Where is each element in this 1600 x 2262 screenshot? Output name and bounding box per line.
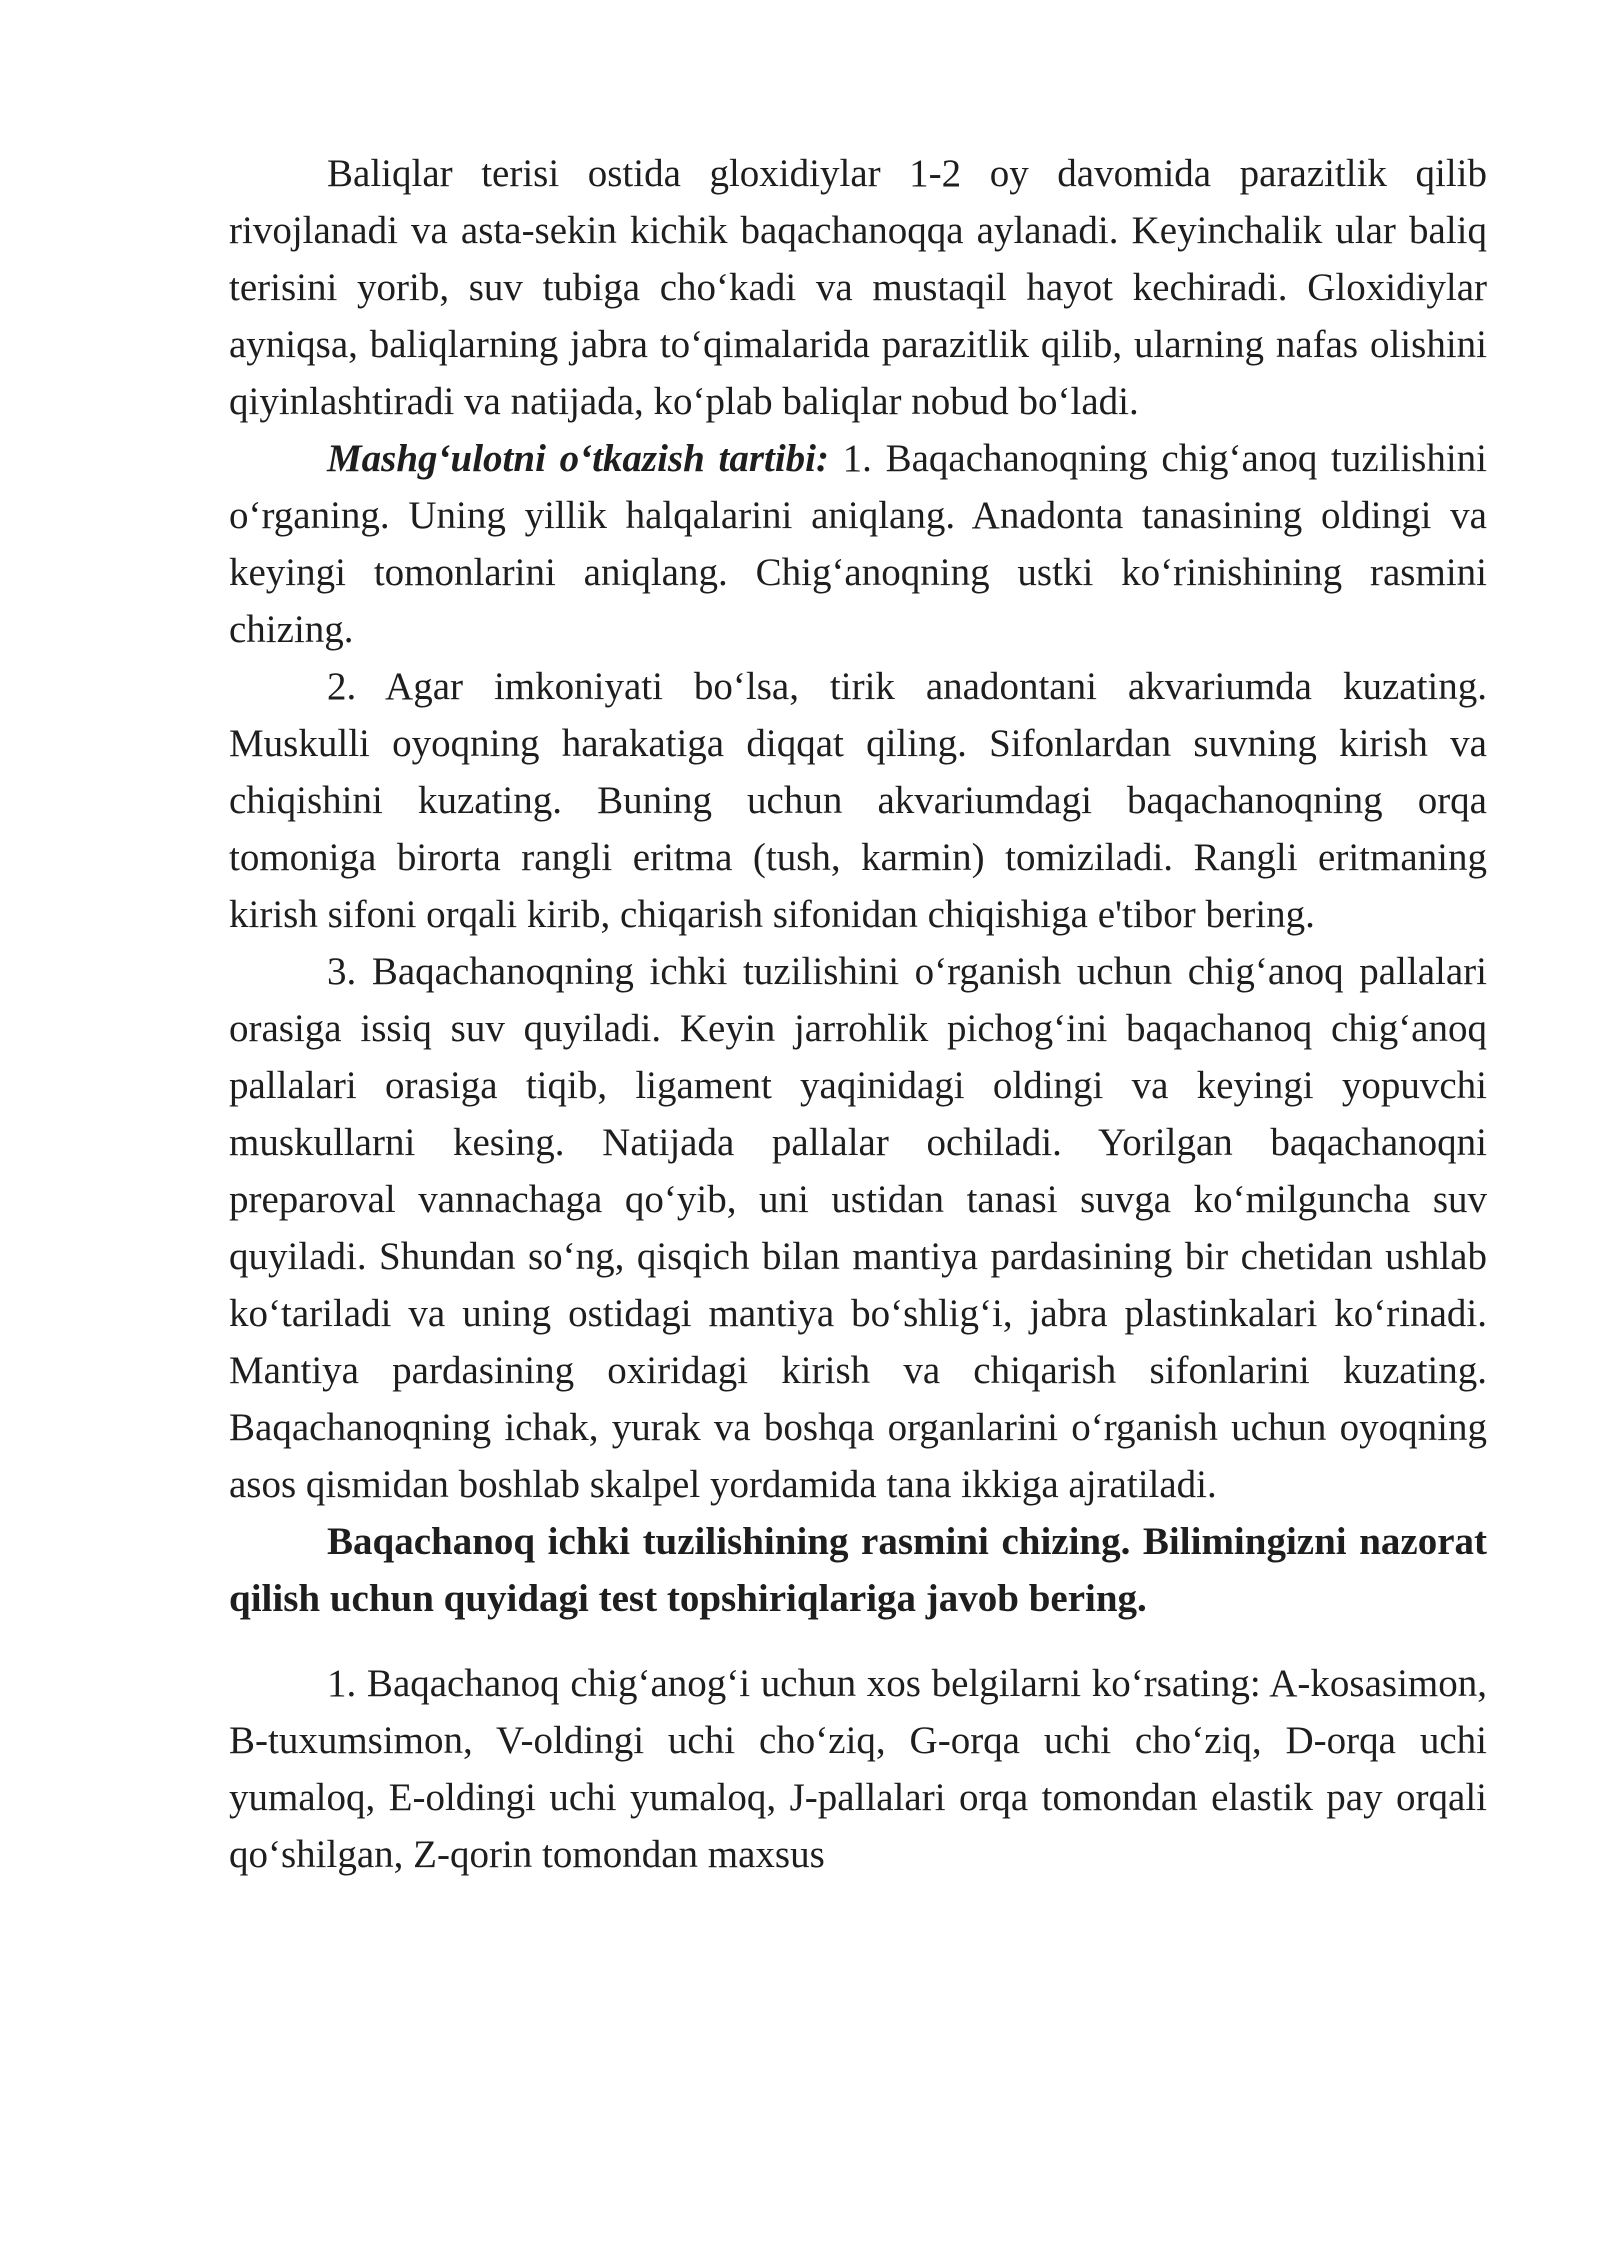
document-page <box>229 145 1487 1883</box>
paragraph-procedure-step-2: 2. Agar imkoniyati bo‘lsa, tirik anadontani akvariumda kuzating. Muskulli oyoqning harakatiga diqqat qiling. Sifonlardan suvning kirish va chiqishini kuzating. Buning uchun akvariumdagi baqachanoqning orqa tomoniga birorta rangli eritma (tush, karmin) tomiziladi. Rangli eritmaning kirish sifoni orqali kirib, chiqarish sifonidan chiqishiga e'tibor bering. <box>229 665 1487 936</box>
paragraph-procedure-step-3: 3. Baqachanoqning ichki tuzilishini o‘rganish uchun chig‘anoq pallalari orasiga issiq suv quyiladi. Keyin jarrohlik pichog‘ini baqachanoq chig‘anoq pallalari orasiga tiqib, ligament yaqinidagi oldingi va keyingi yopuvchi muskullarni kesing. Natijada pallalar ochiladi. Yorilgan baqachanoqni preparoval vannachaga qo‘yib, uni ustidan tanasi suvga ko‘milguncha suv quyiladi. Shundan so‘ng, qisqich bilan mantiya pardasining bir chetidan ushlab ko‘tariladi va uning ostidagi mantiya bo‘shlig‘i, jabra plastinkalari ko‘rinadi. Mantiya pardasining oxiridagi kirish va chiqarish sifonlarini kuzating. Baqachanoqning ichak, yurak va boshqa organlarini o‘rganish uchun oyoqning asos qismidan boshlab skalpel yordamida tana ikkiga ajratiladi. <box>229 950 1487 1506</box>
paragraph-drawing-and-test-instruction: Baqachanoq ichki tuzilishining rasmini chizing. Bilimingizni nazorat qilish uchun quyidagi test topshiriqlariga javob bering. <box>229 1520 1487 1620</box>
procedure-heading: Mashg‘ulotni o‘tkazish tartibi: <box>327 437 829 480</box>
paragraph-glochidia-parasitism: Baliqlar terisi ostida gloxidiylar 1-2 oy davomida parazitlik qilib rivojlanadi va asta-sekin kichik baqachanoqqa aylanadi. Keyinchalik ular baliq terisini yorib, suv tubiga cho‘kadi va mustaqil hayot kechiradi. Gloxidiylar ayniqsa, baliqlarning jabra to‘qimalarida parazitlik qilib, ularning nafas olishini qiyinlashtiradi va natijada, ko‘plab baliqlar nobud bo‘ladi. <box>229 152 1487 423</box>
procedure-step-1-text: 1. Baqachanoqning chig‘anoq tuzilishini o‘rganing. Uning yillik halqalarini aniqlang. Anadonta tanasining oldingi va keyingi tomonlarini aniqlang. Chig‘anoqning ustki ko‘rinishining rasmini chizing. <box>229 437 1487 651</box>
paragraph-procedure-step-1 <box>229 430 1487 658</box>
paragraph-test-question-1: 1. Baqachanoq chig‘anog‘i uchun xos belgilarni ko‘rsating: A-kosasimon, B-tuxumsimon, V-oldingi uchi cho‘ziq, G-orqa uchi cho‘ziq, D-orqa uchi yumaloq, E-oldingi uchi yumaloq, J-pallalari orqa tomondan elastik pay orqali qo‘shilgan, Z-qorin tomondan maxsus <box>229 1662 1487 1876</box>
